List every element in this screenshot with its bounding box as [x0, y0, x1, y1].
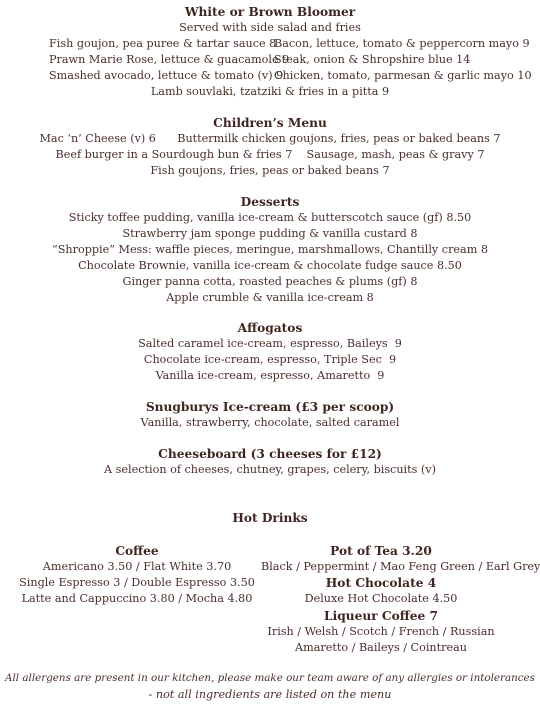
bloomer-item: Prawn Marie Rose, lettuce & guacamole 9	[49, 53, 290, 66]
allergens-note: All allergens are present in our kitchen, please make our team aware of any allergies or intolerances	[5, 672, 535, 684]
coffee-item: Americano 3.50 / Flat White 3.70	[42, 560, 232, 573]
coffee-item: Single Espresso 3 / Double Espresso 3.50	[19, 576, 255, 589]
hot-chocolate-line: Deluxe Hot Chocolate 4.50	[304, 592, 458, 605]
bloomer-item: Fish goujon, pea puree & tartar sauce 8	[49, 37, 277, 50]
hot-chocolate-title: Hot Chocolate 4	[325, 576, 437, 590]
tea-title: Pot of Tea 3.20	[330, 544, 432, 558]
icecream-title: Snugburys Ice-cream (£3 per scoop)	[145, 400, 395, 414]
affogato-item: Chocolate ice-cream, espresso, Triple Sec 9	[143, 353, 397, 366]
childrens-line: Fish goujons, fries, peas or baked beans 7	[150, 164, 390, 177]
desserts-title: Desserts	[240, 195, 300, 209]
dessert-item: Ginger panna cotta, roasted peaches & plums (gf) 8	[122, 275, 418, 288]
childrens-title: Children’s Menu	[213, 116, 327, 130]
hot-drinks-title: Hot Drinks	[232, 511, 308, 525]
affogato-item: Salted caramel ice-cream, espresso, Baileys 9	[138, 337, 402, 350]
bloomer-item: Lamb souvlaki, tzatziki & fries in a pitta 9	[150, 85, 390, 98]
childrens-line: Beef burger in a Sourdough bun & fries 7 Sausage, mash, peas & gravy 7	[55, 148, 485, 161]
bloomer-subtitle: Served with side salad and fries	[179, 21, 361, 34]
childrens-line: Mac ‘n’ Cheese (v) 6 Buttermilk chicken goujons, fries, peas or baked beans 7	[39, 132, 501, 145]
coffee-item: Latte and Cappuccino 3.80 / Mocha 4.80	[21, 592, 253, 605]
liqueur-line: Irish / Welsh / Scotch / French / Russian	[267, 625, 495, 638]
bloomer-item: Smashed avocado, lettuce & tomato (v) 9	[49, 69, 284, 82]
bloomer-item: Steak, onion & Shropshire blue 14	[274, 53, 471, 66]
liqueur-line: Amaretto / Baileys / Cointreau	[295, 641, 467, 654]
dessert-item: Sticky toffee pudding, vanilla ice-cream & butterscotch sauce (gf) 8.50	[68, 211, 472, 224]
dessert-item: Strawberry jam sponge pudding & vanilla custard 8	[122, 227, 418, 240]
icecream-line: Vanilla, strawberry, chocolate, salted caramel	[140, 416, 400, 429]
dessert-item: Chocolate Brownie, vanilla ice-cream & chocolate fudge sauce 8.50	[78, 259, 462, 272]
tea-line: Black / Peppermint / Mao Feng Green / Earl Grey	[261, 560, 540, 573]
cheese-line: A selection of cheeses, chutney, grapes, celery, biscuits (v)	[104, 463, 436, 476]
dessert-item: “Shroppie” Mess: waffle pieces, meringue, marshmallows, Chantilly cream 8	[52, 243, 488, 256]
bloomer-title: White or Brown Bloomer	[184, 5, 356, 19]
affogato-item: Vanilla ice-cream, espresso, Amaretto 9	[155, 369, 385, 382]
coffee-title: Coffee	[115, 544, 159, 558]
bloomer-item: Chicken, tomato, parmesan & garlic mayo 10	[274, 69, 532, 82]
cheese-title: Cheeseboard (3 cheeses for £12)	[158, 447, 382, 461]
allergens-note: - not all ingredients are listed on the menu	[148, 688, 392, 701]
dessert-item: Apple crumble & vanilla ice-cream 8	[166, 291, 374, 304]
affogatos-title: Affogatos	[237, 321, 303, 335]
bloomer-item: Bacon, lettuce, tomato & peppercorn mayo 9	[274, 37, 530, 50]
liqueur-title: Liqueur Coffee 7	[324, 609, 438, 623]
